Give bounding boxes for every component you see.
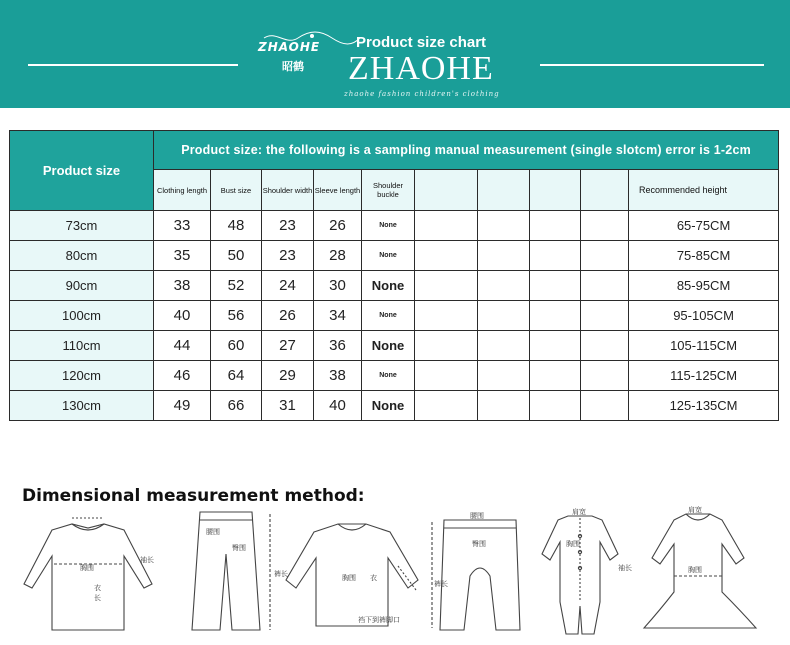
sleeve-cell: 30 <box>314 271 362 301</box>
col-empty <box>415 170 478 211</box>
col-empty <box>581 170 629 211</box>
shoulder-cell: 23 <box>262 241 314 271</box>
label-sleeve: 袖长 <box>140 556 154 564</box>
romper-diagram-icon <box>542 516 618 634</box>
shoulder-cell: 27 <box>262 331 314 361</box>
col-shoulder-buckle: Shoulder buckle <box>362 170 415 211</box>
empty-cell <box>478 301 530 331</box>
clothing-length-cell: 35 <box>154 241 211 271</box>
size-cell: 80cm <box>10 241 154 271</box>
method-title: Dimensional measurement method: <box>22 486 365 506</box>
empty-cell <box>530 211 581 241</box>
recommended-height-cell: 125-135CM <box>629 391 779 421</box>
label-hip-2: 臀围 <box>472 540 486 548</box>
bust-cell: 48 <box>211 211 262 241</box>
bust-cell: 50 <box>211 241 262 271</box>
empty-cell <box>415 211 478 241</box>
brand-name: ZHAOHE <box>348 50 494 87</box>
table-row <box>10 241 779 271</box>
shoulder-buckle-cell: None <box>362 301 415 331</box>
table-row <box>10 211 779 241</box>
clothing-length-cell: 33 <box>154 211 211 241</box>
col-recommended-height: Recommended height <box>629 170 779 211</box>
recommended-height-cell: 105-115CM <box>629 331 779 361</box>
size-cell: 130cm <box>10 391 154 421</box>
label-waist: 腰围 <box>206 528 220 536</box>
shoulder-cell: 24 <box>262 271 314 301</box>
size-cell: 110cm <box>10 331 154 361</box>
top-diagram-icon <box>24 518 152 630</box>
label-length-2: 衣 <box>370 574 377 582</box>
label-bust-2: 胸围 <box>342 574 356 582</box>
brand-logo-cn: 昭鹤 <box>282 60 304 73</box>
empty-cell <box>530 391 581 421</box>
empty-cell <box>415 361 478 391</box>
table-row <box>10 301 779 331</box>
sleeve-cell: 40 <box>314 391 362 421</box>
empty-cell <box>530 271 581 301</box>
brand-logo-small: ZHAOHE <box>258 40 321 54</box>
bust-cell: 52 <box>211 271 262 301</box>
recommended-height-cell: 85-95CM <box>629 271 779 301</box>
empty-cell <box>581 331 629 361</box>
banner-line-right <box>540 64 764 66</box>
clothing-length-cell: 44 <box>154 331 211 361</box>
product-size-header: Product size <box>10 131 154 211</box>
col-sleeve-length: Sleeve length <box>314 170 362 211</box>
col-clothing-length: Clothing length <box>154 170 211 211</box>
size-cell: 73cm <box>10 211 154 241</box>
shoulder-buckle-cell: None <box>362 331 415 361</box>
bust-cell: 66 <box>211 391 262 421</box>
header-banner <box>0 0 790 108</box>
empty-cell <box>581 211 629 241</box>
label-length-b: 长 <box>94 594 101 602</box>
shoulder-buckle-cell: None <box>362 391 415 421</box>
col-empty <box>478 170 530 211</box>
shoulder-cell: 23 <box>262 211 314 241</box>
empty-cell <box>581 301 629 331</box>
label-chest-2: 胸围 <box>688 566 702 574</box>
clothing-length-cell: 38 <box>154 271 211 301</box>
shoulder-cell: 31 <box>262 391 314 421</box>
bust-cell: 64 <box>211 361 262 391</box>
sleeve-cell: 36 <box>314 331 362 361</box>
sleeve-cell: 34 <box>314 301 362 331</box>
empty-cell <box>581 361 629 391</box>
recommended-height-cell: 95-105CM <box>629 301 779 331</box>
table-row <box>10 361 779 391</box>
size-cell: 120cm <box>10 361 154 391</box>
empty-cell <box>478 211 530 241</box>
size-cell: 90cm <box>10 271 154 301</box>
empty-cell <box>530 361 581 391</box>
garment-diagrams-svg <box>20 506 780 640</box>
shoulder-cell: 26 <box>262 301 314 331</box>
clothing-length-cell: 46 <box>154 361 211 391</box>
clothing-length-cell: 49 <box>154 391 211 421</box>
chart-title: Product size chart <box>356 34 487 51</box>
bust-cell: 56 <box>211 301 262 331</box>
sleeve-cell: 38 <box>314 361 362 391</box>
label-pants-length-2: 裤长 <box>434 580 448 588</box>
size-table <box>9 130 779 421</box>
empty-cell <box>581 271 629 301</box>
label-crotch-to-hem: 裆下到裤脚口 <box>358 616 400 624</box>
empty-cell <box>478 271 530 301</box>
table-row <box>10 331 779 361</box>
empty-cell <box>530 331 581 361</box>
shoulder-buckle-cell: None <box>362 211 415 241</box>
bust-cell: 60 <box>211 331 262 361</box>
empty-cell <box>478 391 530 421</box>
brand-tagline: zhaohe fashion children's clothing <box>344 90 500 98</box>
label-shoulder-2: 肩宽 <box>688 506 702 514</box>
sleeve-cell: 26 <box>314 211 362 241</box>
pants-diagram-icon <box>192 512 270 630</box>
measurement-diagrams <box>20 506 780 640</box>
empty-cell <box>478 361 530 391</box>
empty-cell <box>530 241 581 271</box>
recommended-height-cell: 115-125CM <box>629 361 779 391</box>
measurement-note: Product size: the following is a sampling manual measurement (single slotcm) error is 1-2cm <box>154 131 779 170</box>
empty-cell <box>478 241 530 271</box>
banner-line-left <box>28 64 238 66</box>
recommended-height-cell: 75-85CM <box>629 241 779 271</box>
clothing-length-cell: 40 <box>154 301 211 331</box>
empty-cell <box>415 271 478 301</box>
recommended-height-cell: 65-75CM <box>629 211 779 241</box>
empty-cell <box>415 331 478 361</box>
empty-cell <box>415 301 478 331</box>
empty-cell <box>581 391 629 421</box>
empty-cell <box>581 241 629 271</box>
col-bust-size: Bust size <box>211 170 262 211</box>
table-row <box>10 391 779 421</box>
empty-cell <box>478 331 530 361</box>
label-length-a: 衣 <box>94 584 101 592</box>
label-chest: 胸围 <box>566 540 580 548</box>
sleeve-cell: 28 <box>314 241 362 271</box>
table-row <box>10 271 779 301</box>
col-shoulder-width: Shoulder width <box>262 170 314 211</box>
col-empty <box>530 170 581 211</box>
empty-cell <box>530 301 581 331</box>
label-hip: 臀围 <box>232 544 246 552</box>
label-sleeve-2: 袖长 <box>618 564 632 572</box>
shoulder-buckle-cell: None <box>362 361 415 391</box>
shoulder-buckle-cell: None <box>362 241 415 271</box>
romper-pants-diagram-icon <box>432 520 520 630</box>
size-cell: 100cm <box>10 301 154 331</box>
shoulder-buckle-cell: None <box>362 271 415 301</box>
label-pants-length: 裤长 <box>274 570 288 578</box>
label-shoulder: 肩宽 <box>572 508 586 516</box>
empty-cell <box>415 391 478 421</box>
empty-cell <box>415 241 478 271</box>
shoulder-cell: 29 <box>262 361 314 391</box>
label-waist-2: 腰围 <box>470 512 484 520</box>
label-bust: 胸围 <box>80 564 94 572</box>
